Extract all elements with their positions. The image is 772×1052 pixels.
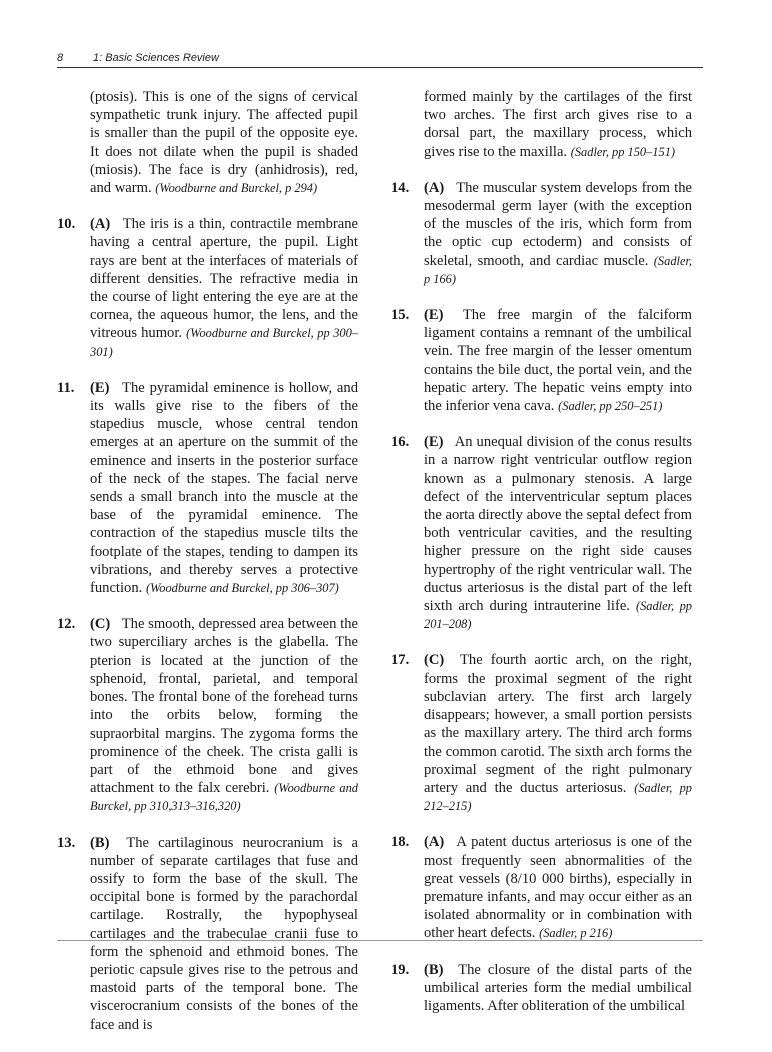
answer-text: The iris is a thin, contractile membrane having a central aperture, the pupil. Light rays are bent at the interfaces of materials of different densities. The refractive media in the course of light entering the eye are at the cornea, the aqueous humor, the lens, and the vitreous humor.: [90, 216, 359, 342]
answer-letter: (E): [90, 379, 110, 396]
answer-text: An unequal division of the conus results in a narrow right ventricular outflow region known as a pulmonary stenosis. A large defect of the interventricular septum places the aorta directly above the septal defect from both ventricular cavities, and the resulting higher pressure on the right side causes hypertrophy of the right ventricular wall. The ductus arteriosus is the distal part of the left sixth arch during intrauterine life.: [424, 434, 692, 615]
reference: (Sadler, pp 150–151): [570, 144, 676, 159]
answer-text: The muscular system develops from the mesodermal germ layer (with the exception of the muscles of the iris, which form from the optic cup ectoderm) and consists of skeletal, smooth, and cardiac muscle.: [424, 179, 692, 269]
answer-letter: (A): [424, 834, 445, 851]
question-number: 15.: [391, 307, 410, 324]
page-number: 8: [57, 52, 64, 64]
answer-item: [391, 651, 693, 815]
answer-item: [57, 379, 358, 597]
answer-item: [391, 306, 692, 415]
answer-letter: (E): [424, 434, 444, 451]
answer-text: The fourth aortic arch, on the right, forms the proximal segment of the right subclavian artery. The first arch largely disappears; however, a small portion persists as the maxillary artery. The third arch forms the common carotid. The sixth arch forms the proximal segment of the right pulmonary artery and the ductus arteriosus.: [424, 652, 693, 796]
answer-item: [391, 961, 693, 1016]
answer-letter: (B): [90, 834, 110, 851]
answer-item: [57, 834, 359, 1034]
right-column: [391, 88, 693, 1033]
answer-text: The free margin of the falciform ligament contains a remnant of the umbilical vein. The free margin of the lesser omentum contains the bile duct, the portal vein, and the hepatic artery. The hepatic veins empty into the inferior vena cava.: [424, 307, 692, 415]
left-column: [57, 88, 359, 1052]
answer-text: A patent ductus arteriosus is one of the most frequently seen abnormalities of the great vessels (8/10 000 births), especially in premature infants, and may occur either as an isolated abnormality or in combination with other heart defects.: [424, 834, 693, 942]
answer-text: The cartilaginous neurocranium is a number of separate cartilages that fuse and ossify to form the base of the skull. The occipital bone is formed by the parachordal cartilage. Rostrally, the hypophyseal cartilages and the trabeculae cranii fuse to form the sphenoid and ethmoid bones. The periotic capsule gives rise to the petrous and mastoid parts of the temporal bone. The viscerocranium consists of the bones of the face and is: [90, 834, 359, 1033]
reference: (Sadler, pp 250–251): [558, 399, 663, 414]
reference: (Woodburne and Burckel, pp 306–307): [145, 581, 339, 596]
continued-answer: [90, 88, 358, 197]
answer-text: (ptosis). This is one of the signs of cervical sympathetic trunk injury. The affected pupil is smaller than the pupil of the opposite eye. It does not dilate when the pupil is shaded (miosis). The face is dry (anhidrosis), red, and warm.: [90, 89, 358, 197]
footer-rule: [57, 940, 703, 941]
reference: (Woodburne and Burckel, p 294): [155, 181, 318, 196]
answer-item: [391, 433, 692, 633]
question-number: 18.: [391, 834, 410, 851]
answer-item: [391, 179, 692, 288]
question-number: 19.: [391, 961, 410, 978]
running-head: [57, 52, 703, 68]
question-number: 14.: [391, 179, 410, 196]
answer-item: [57, 615, 358, 815]
reference: (Sadler, p 166): [424, 253, 692, 286]
answer-text: The closure of the distal parts of the umbilical arteries form the medial umbilical ligaments. After obliteration of the umbilical: [424, 961, 693, 1014]
reference: (Woodburne and Burckel, pp 300–301): [90, 326, 358, 359]
question-number: 13.: [57, 834, 76, 851]
reference: (Sadler, pp 201–208): [424, 599, 692, 632]
answer-letter: (E): [424, 307, 444, 324]
continued-answer: [424, 88, 692, 161]
question-number: 17.: [391, 652, 410, 669]
answer-text: The pyramidal eminence is hollow, and its walls give rise to the fibers of the stapedius muscle, whose central tendon emerges at an aperture on the summit of the eminence and inserts in the posterior surface of the neck of the stapes. The facial nerve sends a small branch into the muscle at the base of the pyramidal eminence. The contraction of the stapedius muscle tilts the footplate of the stapes, tending to dampen its vibrations, and thereby serves a protective function.: [90, 379, 358, 597]
answer-letter: (B): [424, 961, 444, 978]
answer-text: formed mainly by the cartilages of the first two arches. The first arch gives rise to a dorsal part, the maxillary process, which gives rise to the maxilla.: [424, 89, 692, 160]
answer-letter: (C): [424, 652, 445, 669]
answer-letter: (A): [424, 179, 445, 196]
answer-letter: (C): [90, 616, 111, 633]
question-number: 11.: [57, 379, 75, 396]
header-rule: [57, 67, 703, 68]
reference: (Sadler, p 216): [539, 926, 613, 941]
answer-text: The smooth, depressed area between the two superciliary arches is the glabella. The pterion is located at the junction of the sphenoid, frontal, parietal, and temporal bones. The frontal bone of the forehead turns into the orbits below, forming the supraorbital margins. The zygoma forms the prominence of the cheek. The crista galli is part of the ethmoid bone and gives attachment to the falx cerebri.: [90, 616, 358, 797]
answer-letter: (A): [90, 216, 111, 233]
question-number: 16.: [391, 434, 410, 451]
question-number: 12.: [57, 616, 76, 633]
reference: (Woodburne and Burckel, pp 310,313–316,320): [90, 781, 358, 814]
reference: (Sadler, pp 212–215): [424, 780, 692, 814]
question-number: 10.: [57, 216, 76, 233]
answer-item: [391, 833, 693, 942]
answer-item: [57, 215, 359, 361]
chapter-title: 1: Basic Sciences Review: [93, 52, 219, 64]
